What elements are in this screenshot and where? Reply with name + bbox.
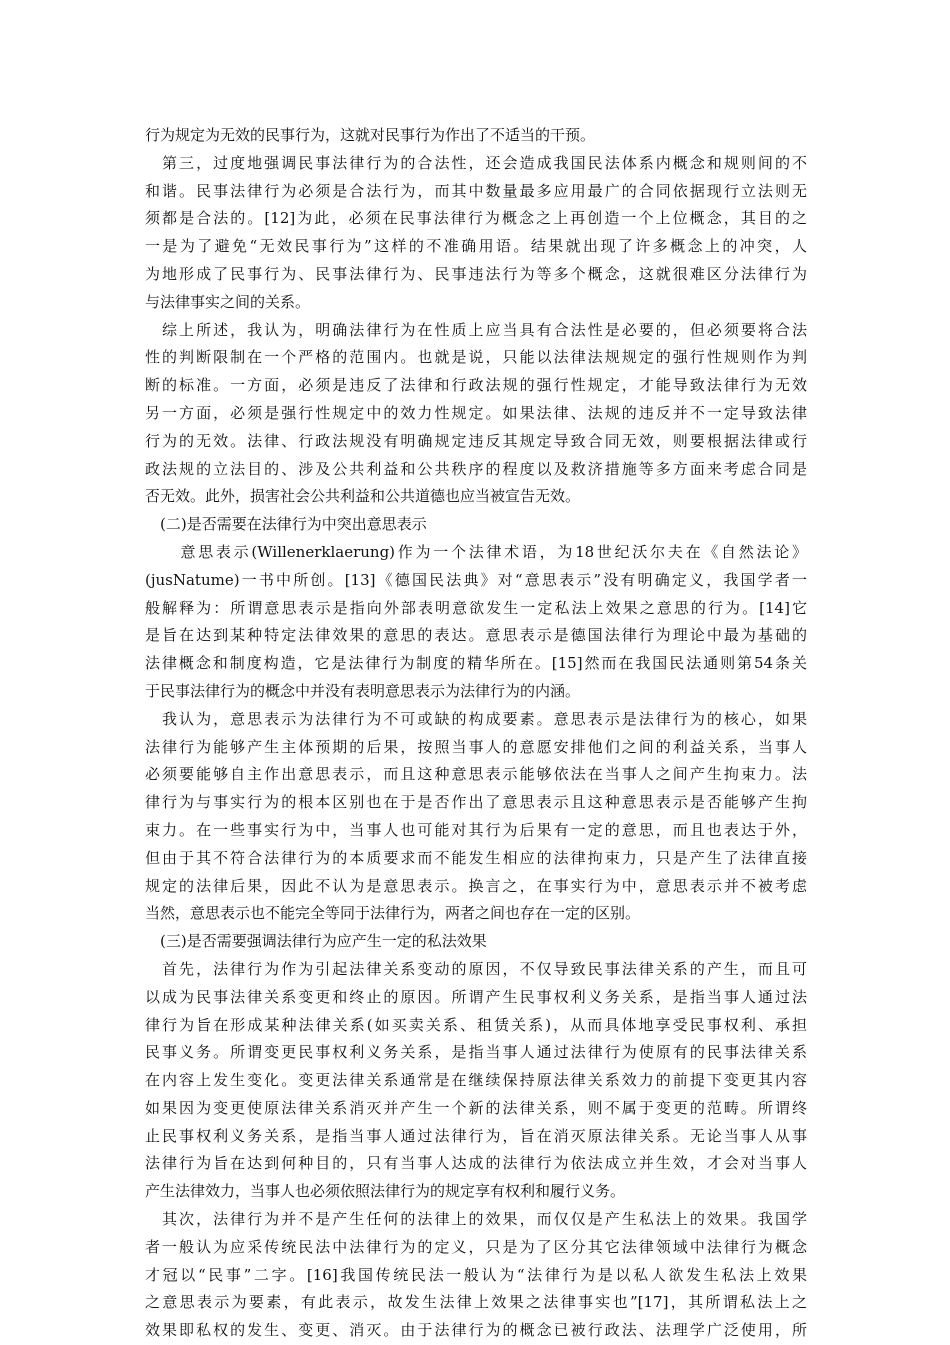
text-line: 才冠以“民事”二字。[16]我国传统民法一般认为“法律行为是以私人欲发生私法上效果 xyxy=(145,1265,807,1284)
text-line: 综上所述，我认为，明确法律行为在性质上应当具有合法性是必要的，但必须要将合法 xyxy=(145,320,807,339)
text-line: 之意思表示为要素，有此表示，故发生法律上效果之法律事实也”[17]，其所谓私法上之 xyxy=(145,1293,807,1312)
text-line: 如果因为变更使原法律关系消灭并产生一个新的法律关系，则不属于变更的范畴。所谓终 xyxy=(145,1098,807,1117)
text-line: 在内容上发生变化。变更法律关系通常是在继续保持原法律关系效力的前提下变更其内容 xyxy=(145,1071,807,1090)
text-line: 第三，过度地强调民事法律行为的合法性，还会造成我国民法体系内概念和规则间的不 xyxy=(145,153,807,172)
text-line: 首先，法律行为作为引起法律关系变动的原因，不仅导致民事法律关系的产生，而且可 xyxy=(145,959,807,978)
text-line: 为地形成了民事行为、民事法律行为、民事违法行为等多个概念，这就很难区分法律行为 xyxy=(145,264,807,283)
document-page xyxy=(145,122,807,1345)
text-line: 与法律事实之间的关系。 xyxy=(145,292,311,311)
text-line: 我认为，意思表示为法律行为不可或缺的构成要素。意思表示是法律行为的核心，如果 xyxy=(145,709,807,728)
text-line: 法律行为旨在达到何种目的，只有当事人达成的法律行为依法成立并生效，才会对当事人 xyxy=(145,1154,807,1173)
text-line: 于民事法律行为的概念中并没有表明意思表示为法律行为的内涵。 xyxy=(145,681,581,700)
text-line: (三)是否需要强调法律行为应产生一定的私法效果 xyxy=(145,932,487,951)
text-line: 政法规的立法目的、涉及公共利益和公共秩序的程度以及救济措施等多方面来考虑合同是 xyxy=(145,459,807,478)
text-line: 以成为民事法律关系变更和终止的原因。所谓产生民事权利义务关系，是指当事人通过法 xyxy=(145,987,807,1006)
text-line: 民事义务。所谓变更民事权利义务关系，是指当事人通过法律行为使原有的民事法律关系 xyxy=(145,1043,807,1062)
text-line: 是旨在达到某种特定法律效果的意思的表达。意思表示是德国法律行为理论中最为基础的 xyxy=(145,626,807,645)
text-line: 行为的无效。法律、行政法规没有明确规定违反其规定导致合同无效，则要根据法律或行 xyxy=(145,431,807,450)
text-line: 行为规定为无效的民事行为，这就对民事行为作出了不适当的干预。 xyxy=(145,126,596,144)
text-line: 断的标准。一方面，必须是违反了法律和行政法规的强行性规定，才能导致法律行为无效 xyxy=(145,376,807,395)
text-line: 律行为与事实行为的根本区别也在于是否作出了意思表示且这种意思表示是否能够产生拘 xyxy=(145,793,807,812)
text-line: 效果即私权的发生、变更、消灭。由于法律行为的概念已被行政法、法理学广泛使用，所 xyxy=(145,1321,807,1340)
text-line: 者一般认为应采传统民法中法律行为的定义，只是为了区分其它法律领域中法律行为概念 xyxy=(145,1237,807,1256)
text-line: 律行为旨在形成某种法律关系(如买卖关系、租赁关系)，从而具体地享受民事权利、承担 xyxy=(145,1015,807,1034)
text-line: 一是为了避免“无效民事行为”这样的不准确用语。结果就出现了许多概念上的冲突，人 xyxy=(145,237,807,256)
text-line: 其次，法律行为并不是产生任何的法律上的效果，而仅仅是产生私法上的效果。我国学 xyxy=(145,1210,807,1229)
text-line: 必须要能够自主作出意思表示，而且这种意思表示能够依法在当事人之间产生拘束力。法 xyxy=(145,765,807,784)
text-line: 和谐。民事法律行为必须是合法行为，而其中数量最多应用最广的合同依据现行立法则无 xyxy=(145,181,807,200)
text-line: 规定的法律后果，因此不认为是意思表示。换言之，在事实行为中，意思表示并不被考虑 xyxy=(145,876,807,895)
text-line: 法律行为能够产生主体预期的后果，按照当事人的意愿安排他们之间的利益关系，当事人 xyxy=(145,737,807,756)
text-line: 法律概念和制度构造，它是法律行为制度的精华所在。[15]然而在我国民法通则第54条关 xyxy=(145,654,807,673)
text-line: 止民事权利义务关系，是指当事人通过法律行为，旨在消灭原法律关系。无论当事人从事 xyxy=(145,1126,807,1145)
text-line: 否无效。此外，损害社会公共利益和公共道德也应当被宣告无效。 xyxy=(145,487,581,506)
text-line: (jusNatume)一书中所创。[13]《德国民法典》对“意思表示”没有明确定义，我国学者一 xyxy=(145,570,807,589)
text-line: 产生法律效力，当事人也必须依照法律行为的规定享有权利和履行义务。 xyxy=(145,1182,626,1201)
text-line: 须都是合法的。[12]为此，必须在民事法律行为概念之上再创造一个上位概念，其目的之 xyxy=(145,209,807,228)
text-line: 另一方面，必须是强行性规定中的效力性规定。如果法律、法规的违反并不一定导致法律 xyxy=(145,403,807,422)
text-line: 但由于其不符合法律行为的本质要求而不能发生相应的法律拘束力，只是产生了法律直接 xyxy=(145,848,807,867)
text-line: (二)是否需要在法律行为中突出意思表示 xyxy=(145,515,427,534)
text-line: 性的判断限制在一个严格的范围内。也就是说，只能以法律法规规定的强行性规则作为判 xyxy=(145,348,807,367)
text-line: 般解释为：所谓意思表示是指向外部表明意欲发生一定私法上效果之意思的行为。[14]它 xyxy=(145,598,807,617)
text-line: 意思表示(Willenerklaerung)作为一个法律术语，为18世纪沃尔夫在《自然法论》 xyxy=(145,542,807,561)
text-line: 束力。在一些事实行为中，当事人也可能对其行为后果有一定的意思，而且也表达于外， xyxy=(145,820,807,839)
text-line: 当然，意思表示也不能完全等同于法律行为，两者之间也存在一定的区别。 xyxy=(145,904,641,923)
